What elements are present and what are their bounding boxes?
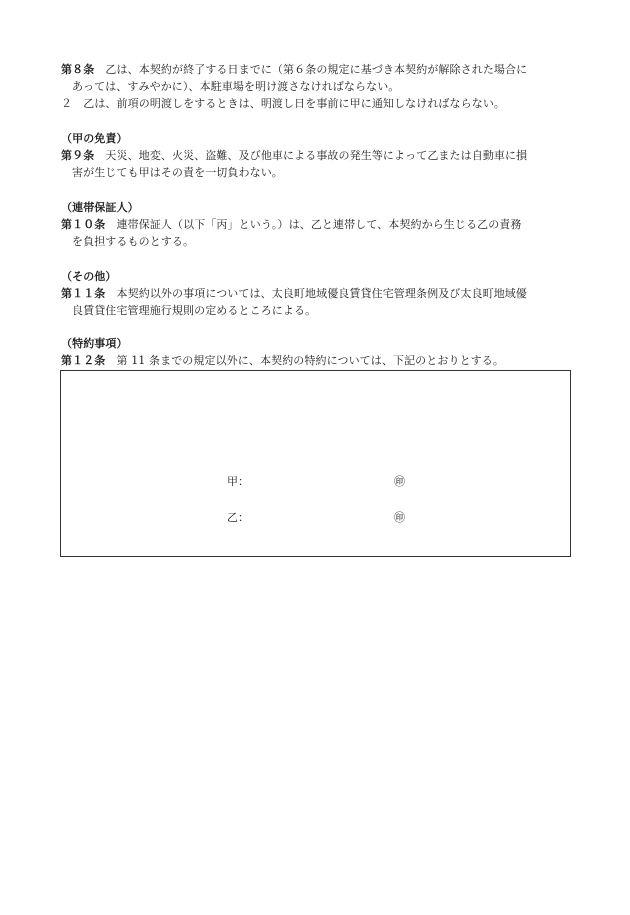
article-11-line-2: 良賃貸住宅管理施行規則の定めるところによる。 xyxy=(72,304,317,317)
article-8-label: 第８条 xyxy=(61,63,95,76)
article-11-text-1: 本契約以外の事項については、太良町地域優良賃貸住宅管理条例及び太良町地域優 xyxy=(116,287,527,300)
signature-otsu-label: 乙： xyxy=(227,511,249,524)
article-11-line-1 xyxy=(61,287,527,301)
article-8-paragraph-2 xyxy=(61,97,505,111)
signature-kou-label: 甲： xyxy=(227,475,249,488)
article-8-text-1: 乙は、本契約が終了する日までに（第６条の規定に基づき本契約が解除された場合に xyxy=(105,63,528,76)
seal-kou-icon: ㊞ xyxy=(394,475,405,488)
article-12-label: 第１２条 xyxy=(61,354,106,367)
article-9-line-2: 害が生じても甲はその責を一切負わない。 xyxy=(72,166,283,179)
special-provisions-box xyxy=(60,370,571,557)
article-10-line-2: を負担するものとする。 xyxy=(72,235,195,248)
article-9-text-1: 天災、地変、火災、盗難、及び他車による事故の発生等によって乙または自動車に損 xyxy=(105,149,528,162)
seal-otsu-icon: ㊞ xyxy=(394,511,405,524)
article-8-para2-text: 乙は、前項の明渡しをするときは、明渡し日を事前に甲に通知しなければならない。 xyxy=(83,97,506,110)
article-9-line-1 xyxy=(61,149,527,163)
article-12-line-1 xyxy=(61,354,504,368)
article-10-label: 第１０条 xyxy=(61,218,106,231)
article-11-label: 第１１条 xyxy=(61,287,106,300)
article-8-line-2: あっては、すみやかに）、本駐車場を明け渡さなければならない。 xyxy=(72,80,400,93)
article-12-text-1: 第 11 条までの規定以外に、本契約の特約については、下記のとおりとする。 xyxy=(116,354,504,367)
article-8-para2-label: ２ xyxy=(61,97,73,110)
article-10-heading: （連帯保証人） xyxy=(61,201,139,214)
article-12-heading: （特約事項） xyxy=(61,337,128,350)
article-9-label: 第９条 xyxy=(61,149,95,162)
article-11-heading: （その他） xyxy=(61,270,117,283)
article-10-line-1 xyxy=(61,218,522,232)
article-10-text-1: 連帯保証人（以下「丙」という。）は、乙と連帯して、本契約から生じる乙の責務 xyxy=(116,218,522,231)
article-8-line-1 xyxy=(61,63,527,77)
article-9-heading: （甲の免責） xyxy=(61,132,128,145)
